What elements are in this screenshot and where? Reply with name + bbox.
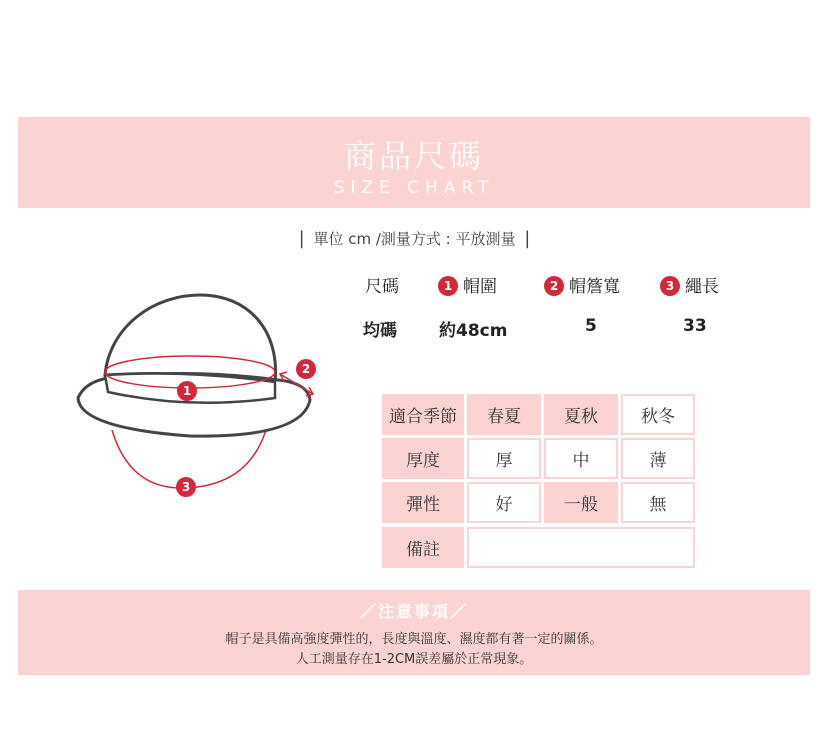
hat-diagram (70, 290, 330, 514)
badge-2-icon: 2 (544, 276, 564, 296)
hat-crown (105, 295, 276, 382)
notes-box (18, 590, 810, 675)
measurement-unit-line (0, 228, 829, 249)
elasticity-option-good: 好 (467, 482, 541, 523)
header-circumference (438, 272, 497, 297)
thickness-option-thick: 厚 (467, 438, 541, 479)
elasticity-option-normal: 一般 (544, 482, 618, 523)
elasticity-option-none: 無 (621, 482, 695, 523)
notes-line-2: 人工測量存在1-2CM誤差屬於正常現象。 (295, 652, 533, 667)
notes-title: ／注意事項／ (359, 602, 468, 621)
size-chart-banner (18, 117, 810, 208)
attr-thickness-label: 厚度 (382, 438, 464, 479)
divider-right: | (524, 228, 531, 249)
circumference-value: 約48cm (439, 321, 508, 341)
thickness-option-thin: 薄 (621, 438, 695, 479)
size-table-row (340, 310, 760, 352)
thickness-option-medium: 中 (544, 438, 618, 479)
attr-elasticity-label: 彈性 (382, 482, 464, 523)
size-table-header-row (340, 268, 760, 310)
attr-season-label: 適合季節 (382, 394, 464, 435)
header-cord-length-label: 繩長 (685, 277, 719, 297)
season-option-spring-summer: 春夏 (467, 394, 541, 435)
measurement-unit-text: 單位 cm /測量方式 : 平放測量 (313, 230, 516, 248)
header-cord-length (660, 272, 719, 297)
badge-3-icon: 3 (660, 276, 680, 296)
badge-1-icon: 1 (438, 276, 458, 296)
brim-width-value: 5 (585, 316, 597, 336)
banner-title: 商品尺碼 (343, 137, 484, 175)
notes-line-1: 帽子是具備高強度彈性的，長度與溫度、濕度都有著一定的關係。 (225, 632, 603, 647)
cord-length-value: 33 (683, 316, 707, 336)
size-table (340, 268, 760, 352)
season-option-summer-autumn: 夏秋 (544, 394, 618, 435)
attr-remarks-label: 備註 (382, 527, 464, 568)
header-size (365, 272, 399, 297)
hat-illustration (70, 290, 330, 510)
marker-3-icon: 3 (176, 477, 196, 497)
header-brim-width-label: 帽簷寬 (569, 277, 620, 297)
marker-2-icon: 2 (296, 359, 316, 379)
marker-1-icon: 1 (177, 381, 197, 401)
header-brim-width (544, 272, 620, 297)
season-option-autumn-winter: 秋冬 (621, 394, 695, 435)
remarks-value (467, 527, 695, 568)
banner-subtitle: SIZE CHART (333, 178, 495, 198)
header-circumference-label: 帽圍 (463, 277, 497, 297)
header-size-label: 尺碼 (365, 277, 399, 297)
size-value: 均碼 (363, 321, 397, 341)
divider-left: | (298, 228, 305, 249)
